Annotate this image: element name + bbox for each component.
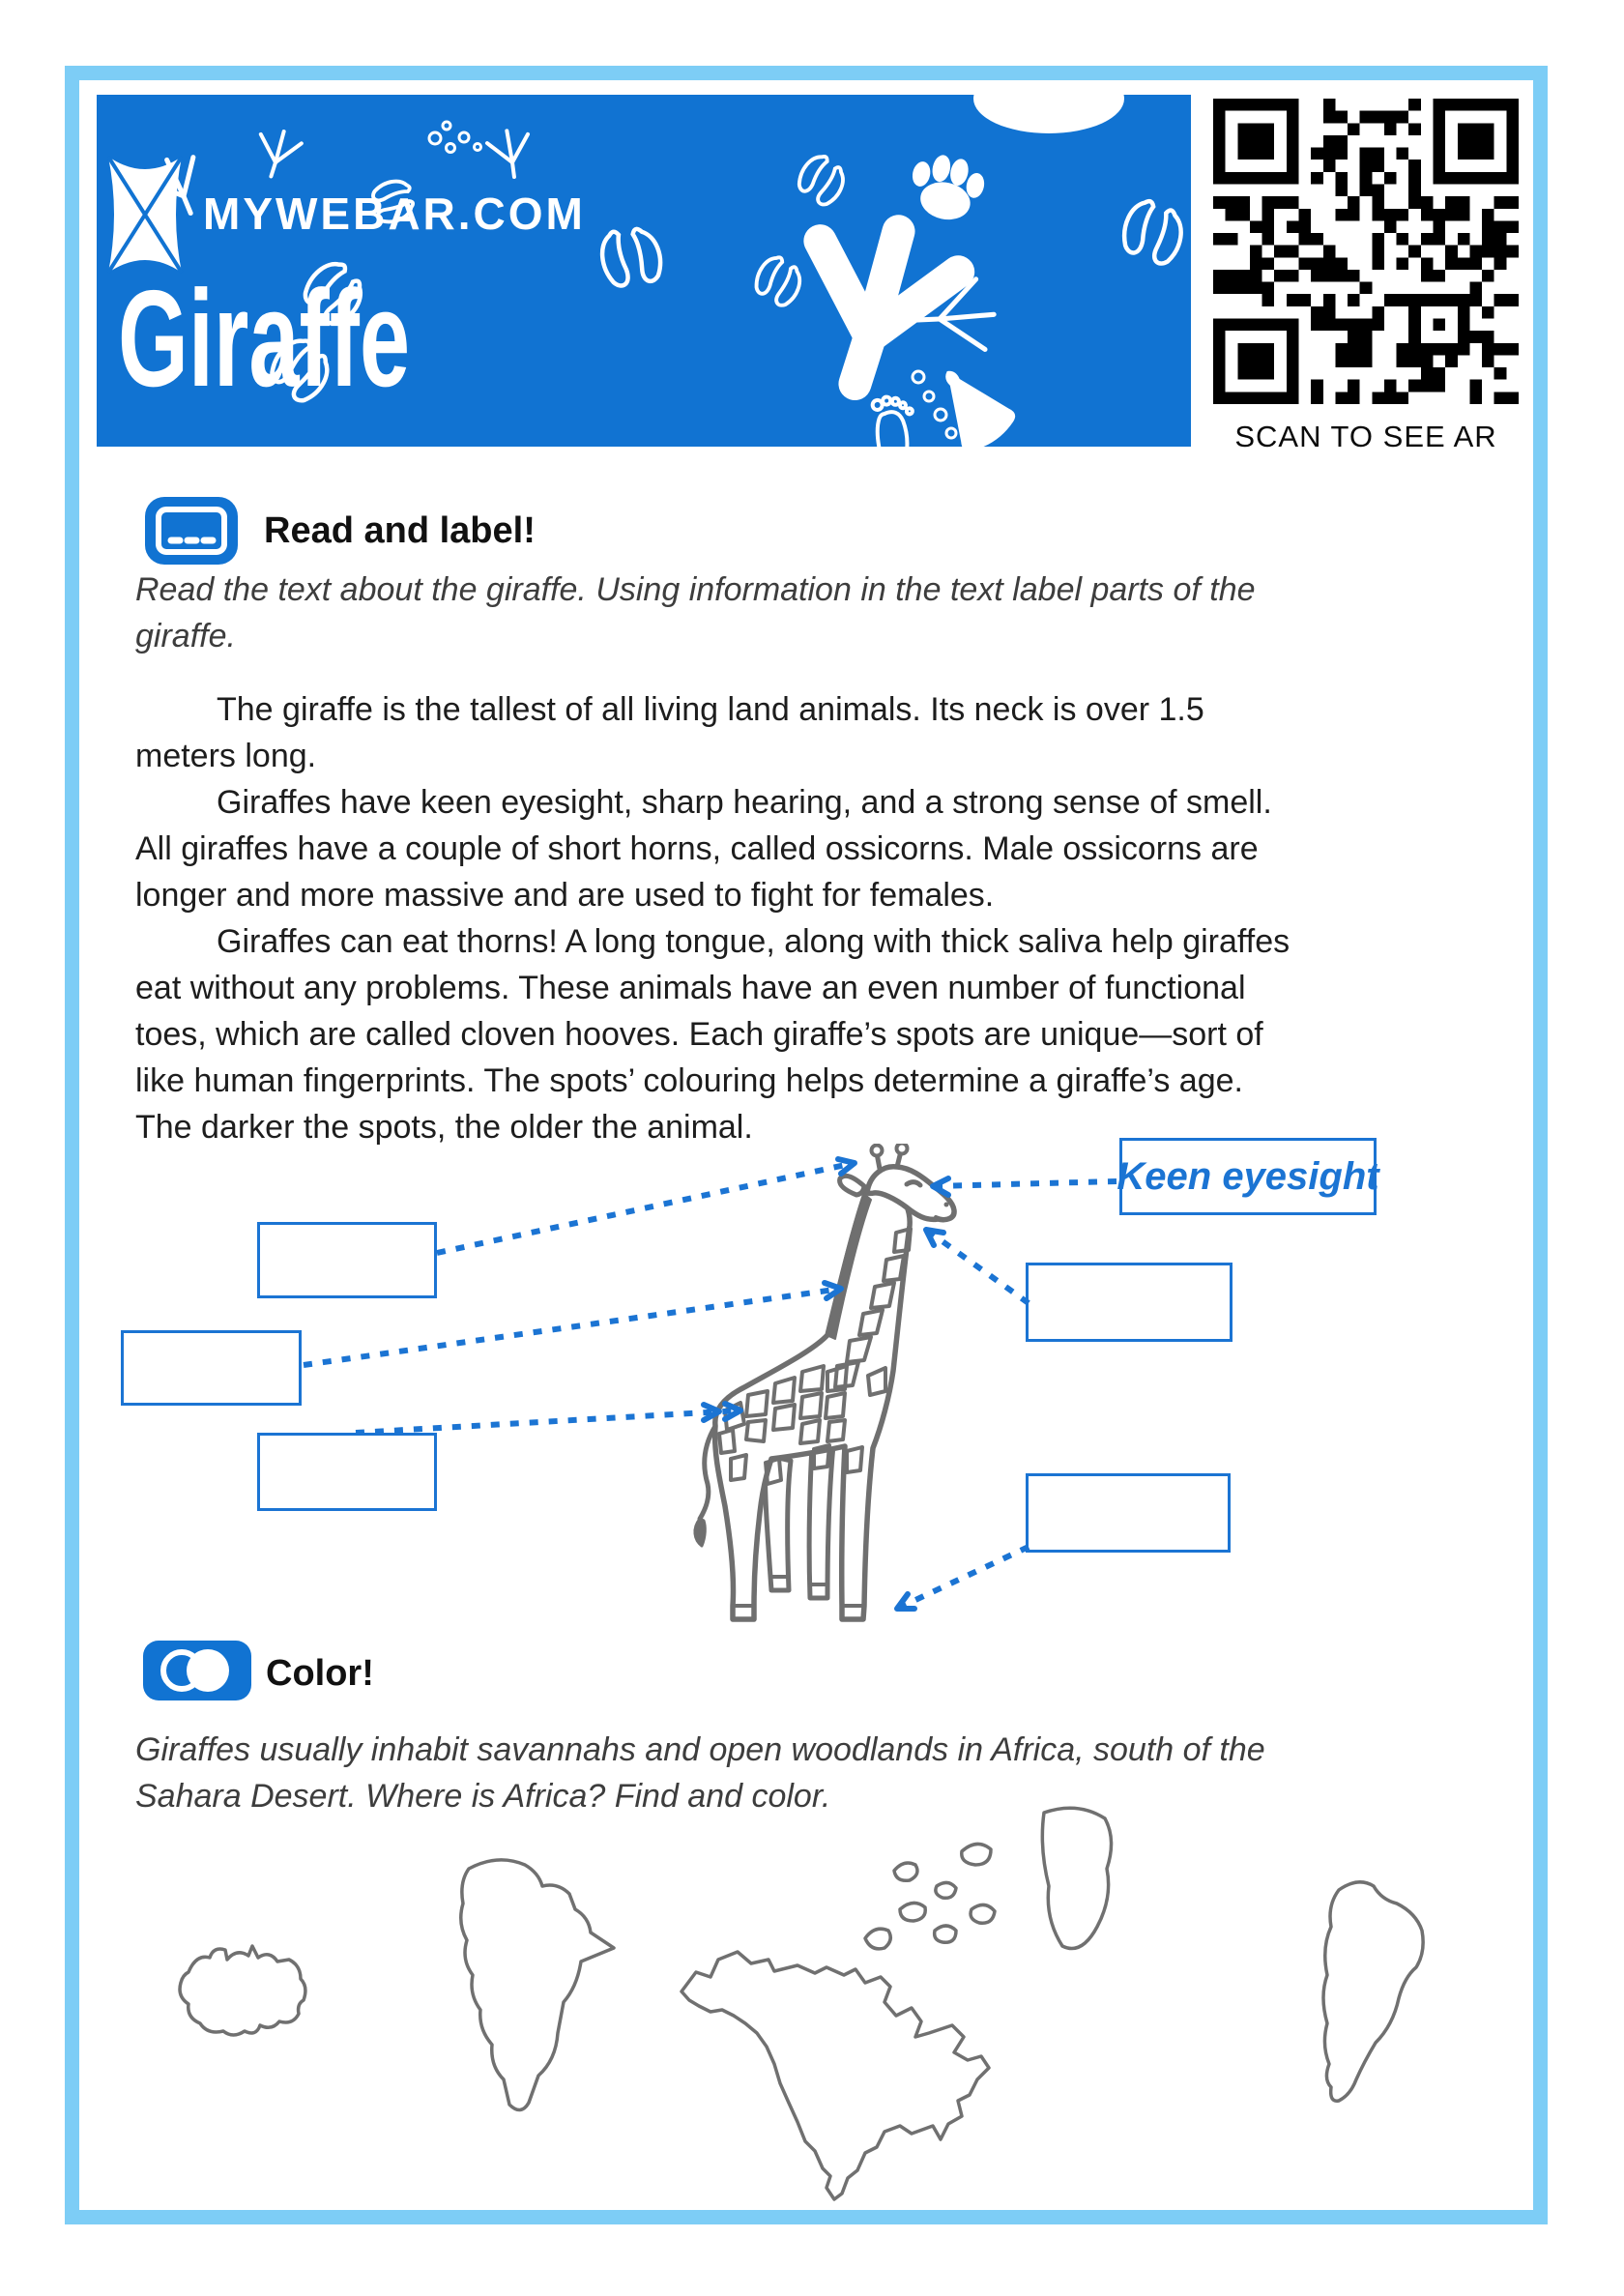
- qr-code: [1213, 99, 1519, 404]
- text-line: toes, which are called cloven hooves. Each giraffe’s spots are unique—sort of: [135, 1016, 1263, 1053]
- read-instruction: [135, 567, 1508, 659]
- south-america-outline[interactable]: [1323, 1882, 1423, 2101]
- text-line: giraffe.: [135, 618, 236, 654]
- text-line: All giraffes have a couple of short horns, called ossicorns. Male ossicorns are: [135, 830, 1259, 867]
- header-banner: [97, 95, 1191, 447]
- australia-outline[interactable]: [180, 1946, 305, 2035]
- africa-outline[interactable]: [461, 1860, 614, 2110]
- diagram-arrows: [0, 1112, 1624, 1653]
- article-text: [135, 686, 1508, 1150]
- color-circles-icon: [143, 1641, 251, 1700]
- text-line: Read the text about the giraffe. Using information in the text label parts of the: [135, 571, 1256, 608]
- text-line: longer and more massive and are used to fight for females.: [135, 877, 995, 914]
- site-name: MYWEBAR.COM: [203, 189, 586, 239]
- text-line: The giraffe is the tallest of all living land animals. Its neck is over 1.5: [217, 691, 1204, 728]
- read-section-heading: Read and label!: [264, 510, 536, 551]
- text-line: Giraffes can eat thorns! A long tongue, along with thick saliva help giraffes: [217, 923, 1290, 960]
- keen-eyesight-text: Keen eyesight: [1116, 1154, 1379, 1198]
- read-card-icon: [145, 497, 238, 565]
- color-section-heading: Color!: [266, 1653, 374, 1694]
- text-line: meters long.: [135, 738, 317, 774]
- text-line: eat without any problems. These animals have an even number of functional: [135, 970, 1246, 1006]
- continents-map: [92, 1793, 1552, 2228]
- mywebar-logo-icon: [102, 153, 188, 276]
- text-line: Giraffes usually inhabit savannahs and open woodlands in Africa, south of the: [135, 1731, 1265, 1768]
- text-line: like human fingerprints. The spots’ colouring helps determine a giraffe’s age.: [135, 1062, 1243, 1099]
- north-america-outline[interactable]: [682, 1808, 1112, 2199]
- text-line: Giraffes have keen eyesight, sharp hearing, and a strong sense of smell.: [217, 784, 1272, 821]
- page-title: Giraffe: [118, 262, 411, 416]
- text-line: The darker the spots, the older the animal.: [135, 1109, 753, 1146]
- qr-caption: SCAN TO SEE AR: [1234, 420, 1497, 453]
- text-line: Sahara Desert. Where is Africa? Find and color.: [135, 1778, 831, 1815]
